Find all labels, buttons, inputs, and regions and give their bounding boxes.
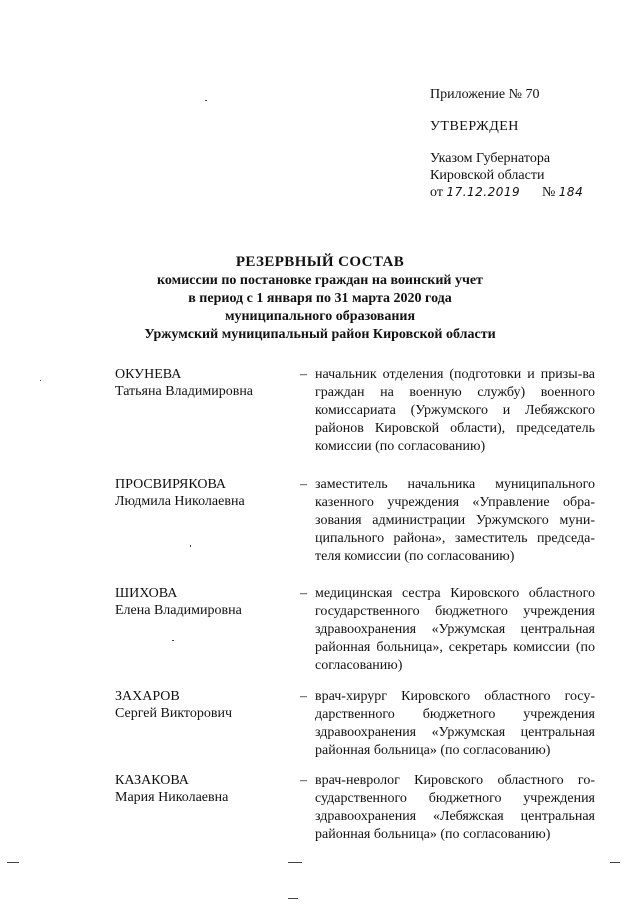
title-line-3: муниципального образования <box>224 309 416 324</box>
member-dash: – <box>300 689 307 704</box>
member-dash: – <box>300 773 307 788</box>
member-role: врач-невролог Кировского областного го-сударственного бюджетного учреждения здравоохранения «Лебяжская центральная районная больница» (по согласованию) <box>315 773 595 842</box>
member-surname: ШИХОВА <box>115 586 178 601</box>
member-role: начальник отделения (подготовки и призы-ва граждан на военную службу) военного комиссариата (Уржумского и Лебяжского районов Кировской области), председатель комиссии (по согласованию) <box>315 367 595 454</box>
handwritten-date: 17.12.2019 <box>446 185 521 199</box>
member-name <box>115 476 295 510</box>
scan-speck <box>172 640 174 641</box>
member-name <box>115 772 295 806</box>
member-role: медицинская сестра Кировского областного государственного бюджетного учреждения здравоохранения «Уржумская центральная районная больница», секретарь комиссии (по согласованию) <box>315 586 595 673</box>
scan-speck <box>610 862 620 863</box>
title-line-4: Уржумский муниципальный район Кировской области <box>144 327 496 342</box>
member-surname: ПРОСВИРЯКОВА <box>115 477 227 492</box>
approval-block <box>430 86 583 201</box>
member-surname: КАЗАКОВА <box>115 773 189 788</box>
member-given-name: Сергей Викторович <box>115 706 233 721</box>
document-title <box>0 253 640 344</box>
date-prefix: от <box>430 185 443 200</box>
member-dash: – <box>300 367 307 382</box>
member-name <box>115 585 295 619</box>
member-given-name: Елена Владимировна <box>115 603 242 618</box>
handwritten-number: 184 <box>558 185 584 199</box>
appendix-number: Приложение № 70 <box>430 87 540 102</box>
decree-line-2: Кировской области <box>430 168 545 183</box>
scan-speck <box>205 100 207 101</box>
number-prefix: № <box>541 185 556 200</box>
scan-speck <box>7 862 19 863</box>
member-dash: – <box>300 586 307 601</box>
member-given-name: Людмила Николаевна <box>115 494 245 509</box>
title-line-2: в период с 1 января по 31 марта 2020 года <box>188 291 452 306</box>
member-name <box>115 688 295 722</box>
decree-line-1: Указом Губернатора <box>430 151 551 166</box>
member-role: врач-хирург Кировского областного госу-дарственного бюджетного учреждения здравоохранения «Уржумская центральная районная больница» (по согласованию) <box>315 689 595 758</box>
scan-speck <box>288 898 298 899</box>
title-line-1: комиссии по постановке граждан на воинский учет <box>157 273 483 288</box>
title-main: РЕЗЕРВНЫЙ СОСТАВ <box>235 254 405 270</box>
decree-date-line <box>430 184 583 201</box>
scan-speck <box>190 545 191 547</box>
member-surname: ОКУНЕВА <box>115 367 182 382</box>
approved-label: УТВЕРЖДЕН <box>430 119 519 134</box>
member-surname: ЗАХАРОВ <box>115 689 180 704</box>
scan-speck <box>40 380 41 381</box>
member-given-name: Мария Николаевна <box>115 790 229 805</box>
member-role: заместитель начальника муниципального казенного учреждения «Управление обра-зования администрации Уржумского муни-ципального района», заместитель председа-теля комиссии (по согласованию) <box>315 477 595 564</box>
member-dash: – <box>300 477 307 492</box>
scan-speck <box>288 862 302 863</box>
member-name <box>115 366 295 400</box>
member-given-name: Татьяна Владимировна <box>115 384 254 399</box>
